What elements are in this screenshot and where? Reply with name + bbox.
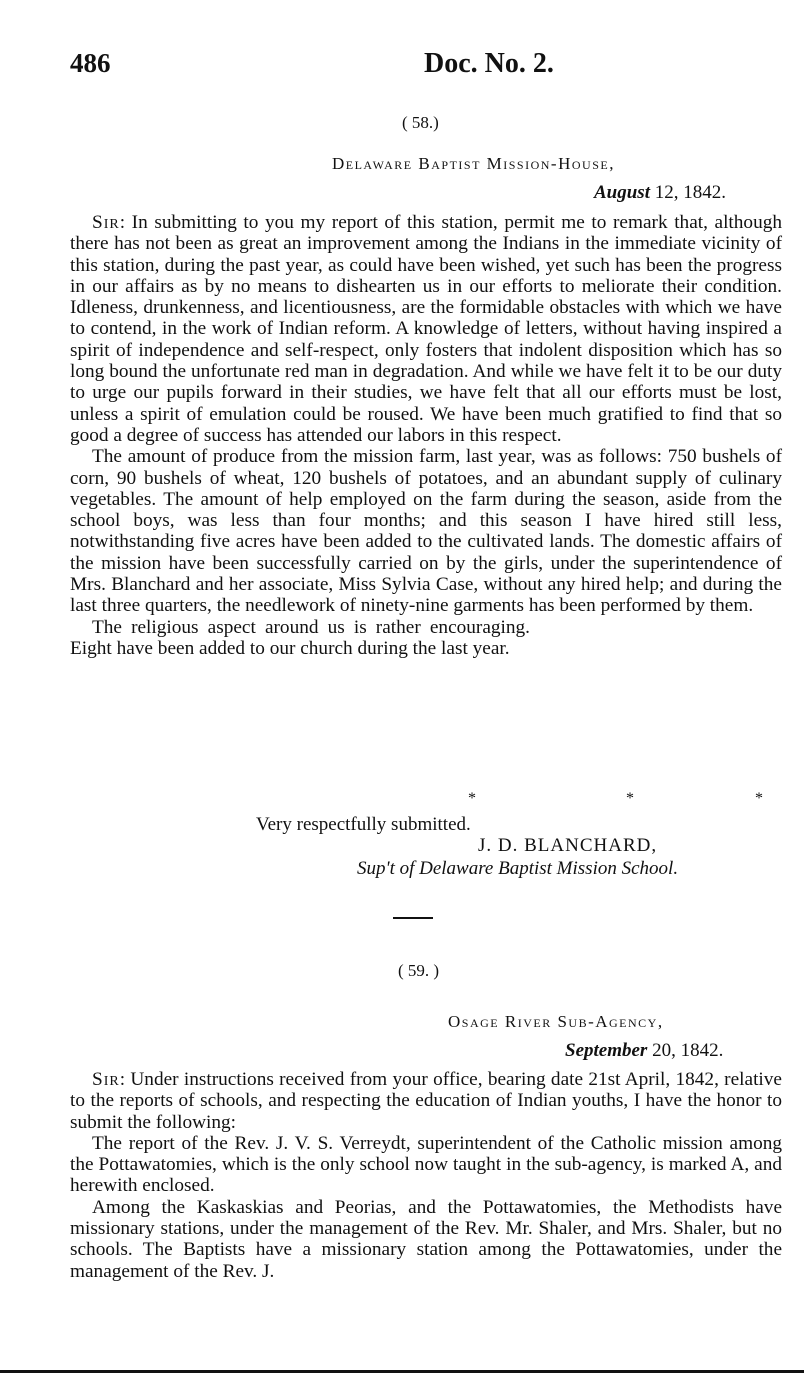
page-number: 486 bbox=[70, 48, 111, 78]
salutation: Sir bbox=[92, 212, 120, 233]
document-title: Doc. No. 2. bbox=[424, 48, 554, 79]
signature-name: J. D. BLANCHARD, bbox=[478, 835, 658, 856]
asterisk: * bbox=[468, 790, 476, 807]
asterisk: * bbox=[755, 790, 763, 807]
page-bottom-edge bbox=[0, 1370, 804, 1373]
paragraph: The amount of produce from the mission farm, last year, was as follows: 750 bushels of corn, 90 bushels of wheat, 120 bushels of potatoes, and an abundant supply of culinary vegetables. The amount of help employed on the farm during the season, aside from the school boys, was less than four months; and this season I have hired still less, notwithstanding five acres have been added to the cultivated lands. The domestic affairs of the mission have been successfully carried on by the girls, under the superintendence of Mrs. Blanchard and her associate, Miss Sylvia Case, without any hired help; and during the last three quarters, the needlework of ninety-nine garments has been performed by them. bbox=[70, 446, 782, 617]
paragraph: The religious aspect around us is rather encouraging. Eight have been added to our church during the last year. bbox=[70, 616, 530, 659]
paragraph: The report of the Rev. J. V. S. Verreydt, superintendent of the Catholic mission among the Pottawatomies, which is the only school now taught in the sub-agency, is marked A, and herewith enclosed. bbox=[70, 1132, 782, 1197]
letter-date bbox=[594, 182, 726, 204]
page-header bbox=[70, 48, 780, 88]
letter-body bbox=[70, 212, 782, 659]
date-month: September bbox=[565, 1040, 648, 1061]
closing-line: Very respectfully submitted. bbox=[256, 814, 471, 835]
paragraph: Sir: Under instructions received from your office, bearing date 21st April, 1842, relative to the reports of schools, and respecting the education of Indian youths, I have the honor to submit the following: bbox=[70, 1069, 782, 1133]
date-rest: 20, 1842. bbox=[647, 1040, 724, 1061]
signature-title: Sup't of Delaware Baptist Mission School. bbox=[357, 858, 679, 879]
letter-body bbox=[70, 1069, 782, 1282]
date-month: August bbox=[594, 182, 650, 203]
letter-heading: Osage River Sub-Agency, bbox=[448, 1012, 664, 1031]
asterisk: * bbox=[626, 790, 634, 807]
section-divider bbox=[393, 917, 433, 919]
salutation: Sir bbox=[92, 1069, 120, 1090]
letter-number: ( 59. ) bbox=[398, 961, 440, 980]
letter-heading: Delaware Baptist Mission-House, bbox=[332, 154, 615, 173]
paragraph: Sir: In submitting to you my report of this station, permit me to remark that, although there has not been as great an improvement among the Indians in the immediate vicinity of this station, during the past year, as could have been wished, yet such has been the progress in our affairs as by no means to dishearten us in our efforts to meliorate their condition. Idleness, drunkenness, and licentiousness, are the formidable obstacles with which we have to contend, in the work of Indian reform. A knowledge of letters, without having inspired a spirit of independence and self-respect, only fosters that indolent disposition which has so long bound the unfortunate red man in degradation. And while we have felt it to be our duty to urge our pupils forward in their studies, we have felt that all our efforts must be lost, unless a spirit of emulation could be roused. We have been much gratified to find that so good a degree of success has attended our labors in this respect. bbox=[70, 212, 782, 446]
letter-date bbox=[565, 1040, 723, 1062]
date-rest: 12, 1842. bbox=[649, 182, 726, 203]
paragraph: Among the Kaskaskias and Peorias, and the Pottawatomies, the Methodists have missionary stations, under the management of the Rev. Mr. Shaler, and Mrs. Shaler, but no schools. The Baptists have a missionary station among the Pottawatomies, under the management of the Rev. J. bbox=[70, 1196, 782, 1282]
letter-number: ( 58.) bbox=[402, 113, 439, 132]
